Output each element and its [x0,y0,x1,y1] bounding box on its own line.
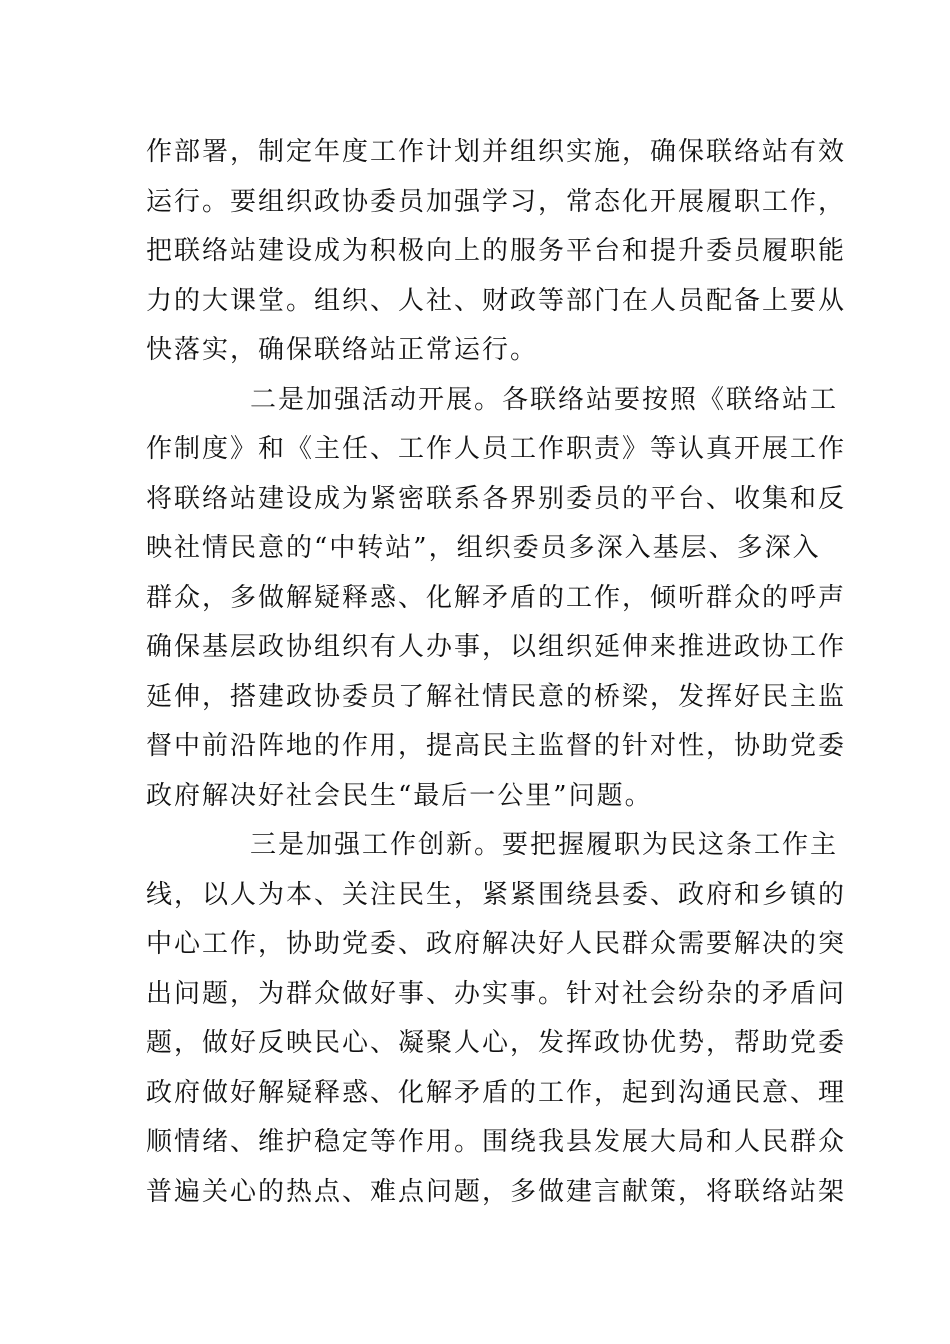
text-line: 顺情绪、维护稳定等作用。围绕我县发展大局和人民群众 [146,1127,847,1157]
text-line: 出问题，为群众做好事、办实事。针对社会纷杂的矛盾问 [146,978,847,1009]
text-line: 群众，多做解疑释惑、化解矛盾的工作，倾听群众的呼声 [146,582,847,613]
text-line: 运行。要组织政协委员加强学习，常态化开展履职工作， [146,186,847,217]
text-line: 督中前沿阵地的作用，提高民主监督的针对性，协助党委 [146,731,847,761]
paragraph-start-line: 三是加强工作创新。要把握履职为民这条工作主 [250,830,839,860]
text-line: 作部署，制定年度工作计划并组织实施，确保联络站有效 [146,137,847,167]
text-line: 力的大课堂。组织、人社、财政等部门在人员配备上要从 [146,285,847,316]
text-line: 作制度》和《主任、工作人员工作职责》等认真开展工作 [146,434,847,464]
text-line: 政府解决好社会民生“最后一公里”问题。 [146,780,653,811]
text-line: 题，做好反映民心、凝聚人心，发挥政协优势，帮助党委 [146,1028,847,1058]
paragraph-start-line: 二是加强活动开展。各联络站要按照《联络站工 [250,384,839,415]
text-line: 延伸，搭建政协委员了解社情民意的桥梁，发挥好民主监 [146,681,847,712]
text-line: 线，以人为本、关注民生，紧紧围绕县委、政府和乡镇的 [146,879,847,910]
body-text [146,128,847,1217]
text-line: 把联络站建设成为积极向上的服务平台和提升委员履职能 [146,236,847,266]
text-line: 政府做好解疑释惑、化解矛盾的工作，起到沟通民意、理 [146,1077,847,1108]
text-line: 快落实，确保联络站正常运行。 [146,335,539,365]
text-line: 普遍关心的热点、难点问题，多做建言献策，将联络站架 [146,1176,847,1207]
text-line: 确保基层政协组织有人办事，以组织延伸来推进政协工作 [146,632,847,662]
text-line: 中心工作，协助党委、政府解决好人民群众需要解决的突 [146,929,847,959]
text-line: 将联络站建设成为紧密联系各界别委员的平台、收集和反 [146,483,847,514]
text-line: 映社情民意的“中转站”，组织委员多深入基层、多深入 [146,533,821,563]
